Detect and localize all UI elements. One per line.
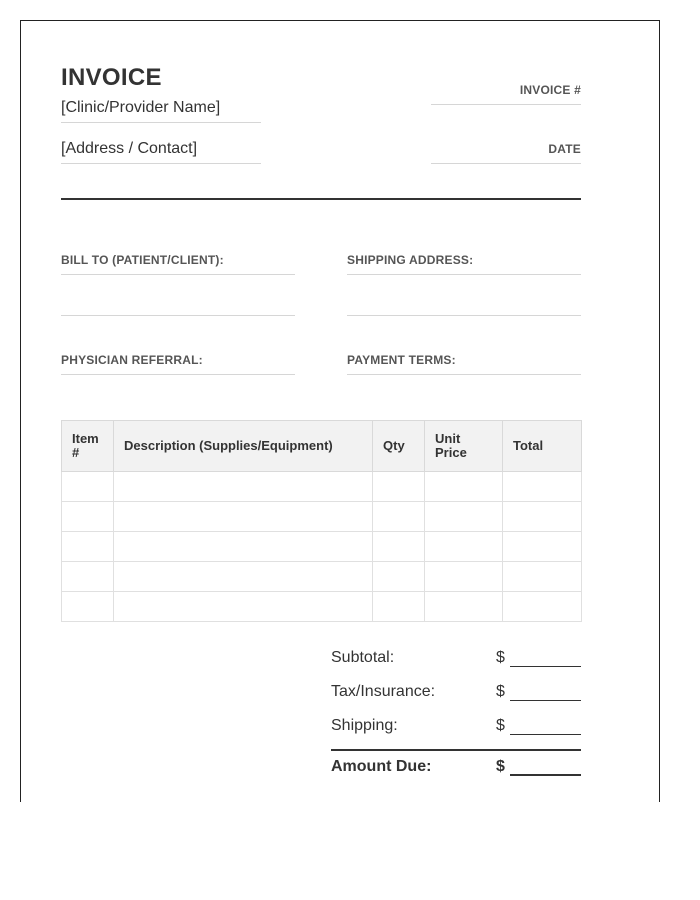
payment-terms-label: PAYMENT TERMS: <box>347 353 456 367</box>
table-cell[interactable] <box>373 592 425 622</box>
invoice-title: INVOICE <box>61 64 162 91</box>
date-label: DATE <box>548 142 581 156</box>
bill-to-label: BILL TO (PATIENT/CLIENT): <box>61 253 224 267</box>
table-cell[interactable] <box>373 502 425 532</box>
shipping-address-line-1[interactable] <box>347 274 581 275</box>
shipping-address-line-2[interactable] <box>347 315 581 316</box>
table-cell[interactable] <box>62 562 114 592</box>
table-cell[interactable] <box>503 592 582 622</box>
table-row <box>62 472 582 502</box>
bill-to-line-2[interactable] <box>61 315 295 316</box>
table-cell[interactable] <box>425 472 503 502</box>
shipping-address-label: SHIPPING ADDRESS: <box>347 253 474 267</box>
subtotal-currency: $ <box>496 649 505 666</box>
table-cell[interactable] <box>503 562 582 592</box>
table-row <box>62 592 582 622</box>
subtotal-field[interactable] <box>510 666 581 667</box>
table-cell[interactable] <box>114 472 373 502</box>
column-header-item-number: Item # <box>62 421 114 472</box>
column-header-total: Total <box>503 421 582 472</box>
amount-due-currency: $ <box>496 758 505 775</box>
invoice-number-label: INVOICE # <box>519 83 581 97</box>
table-cell[interactable] <box>62 592 114 622</box>
physician-referral-label: PHYSICIAN REFERRAL: <box>61 353 203 367</box>
column-header-description: Description (Supplies/Equipment) <box>114 421 373 472</box>
address-underline <box>61 163 261 164</box>
date-field[interactable] <box>431 163 581 164</box>
table-cell[interactable] <box>503 502 582 532</box>
table-cell[interactable] <box>373 532 425 562</box>
table-cell[interactable] <box>114 592 373 622</box>
table-cell[interactable] <box>114 532 373 562</box>
table-cell[interactable] <box>373 562 425 592</box>
table-cell[interactable] <box>425 562 503 592</box>
amount-due-field[interactable] <box>510 774 581 776</box>
table-row <box>62 562 582 592</box>
column-header-unit-price: Unit Price <box>425 421 503 472</box>
table-cell[interactable] <box>114 502 373 532</box>
clinic-name-underline <box>61 122 261 123</box>
table-cell[interactable] <box>425 502 503 532</box>
tax-insurance-field[interactable] <box>510 700 581 701</box>
column-header-qty: Qty <box>373 421 425 472</box>
bill-to-line-1[interactable] <box>61 274 295 275</box>
shipping-cost-field[interactable] <box>510 734 581 735</box>
table-cell[interactable] <box>62 532 114 562</box>
table-cell[interactable] <box>62 472 114 502</box>
amount-due-label: Amount Due: <box>331 758 432 775</box>
table-row <box>62 532 582 562</box>
amount-due-divider <box>331 749 581 751</box>
shipping-cost-label: Shipping: <box>331 717 398 734</box>
table-cell[interactable] <box>503 532 582 562</box>
invoice-number-field[interactable] <box>431 104 581 105</box>
tax-insurance-currency: $ <box>496 683 505 700</box>
table-cell[interactable] <box>62 502 114 532</box>
payment-terms-line[interactable] <box>347 374 581 375</box>
tax-insurance-label: Tax/Insurance: <box>331 683 436 700</box>
shipping-cost-currency: $ <box>496 717 505 734</box>
table-cell[interactable] <box>425 592 503 622</box>
table-cell[interactable] <box>425 532 503 562</box>
header-divider <box>61 198 581 200</box>
physician-referral-line[interactable] <box>61 374 295 375</box>
table-cell[interactable] <box>503 472 582 502</box>
table-row <box>62 502 582 532</box>
line-items-table <box>61 420 582 622</box>
address-contact-field[interactable]: [Address / Contact] <box>61 140 198 157</box>
table-cell[interactable] <box>114 562 373 592</box>
clinic-name-field[interactable]: [Clinic/Provider Name] <box>61 99 221 116</box>
subtotal-label: Subtotal: <box>331 649 395 666</box>
table-header-row <box>62 421 582 472</box>
table-cell[interactable] <box>373 472 425 502</box>
